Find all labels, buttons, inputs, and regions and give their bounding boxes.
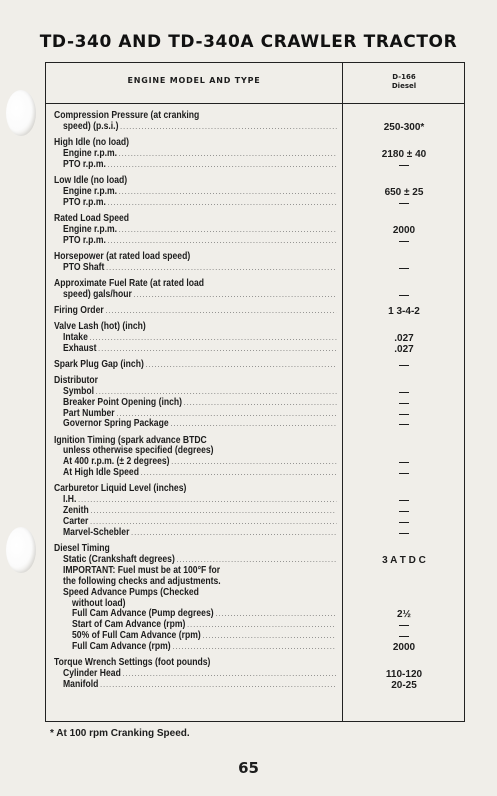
table-row [54,251,336,262]
row-label: Start of Cam Advance (rpm) [72,619,186,631]
row-label: Engine r.p.m. [63,147,118,159]
row-value: 2000 [392,642,416,654]
row-value: 650 ± 25 [384,186,424,198]
table-row [72,619,336,630]
dot-leader [78,494,336,505]
table-row [54,321,336,332]
table-row [63,668,336,679]
table-row [63,343,336,354]
row-label: unless otherwise specified (degrees) [63,445,214,457]
row-value: — [399,620,409,632]
dot-leader [131,527,336,538]
row-value: — [399,235,409,247]
dot-leader [90,332,336,343]
table-row [63,467,336,478]
table-row [63,516,336,527]
row-value: — [399,197,409,209]
row-label: Engine r.p.m. [63,185,118,197]
table-row [63,235,336,246]
row-value: — [399,527,409,539]
dot-leader [215,608,336,619]
table-row [63,262,336,273]
binder-hole-top [6,90,36,136]
table-row [63,456,336,467]
row-label: I.H. [63,494,77,506]
row-label: Marvel-Schebler [63,526,130,538]
row-label: Rated Load Speed [54,212,130,224]
row-label: Firing Order [54,304,104,316]
dot-leader [141,467,336,478]
dot-leader [171,456,336,467]
table-row [63,527,336,538]
dot-leader [170,418,336,429]
row-value: — [399,457,409,469]
row-label: Intake [63,331,88,343]
table-header [46,63,464,104]
header-model: D-166 [392,73,416,81]
column-header-engine-model: ENGINE MODEL AND TYPE [127,76,261,85]
row-label: Carburetor Liquid Level (inches) [54,483,187,495]
dot-leader [100,679,336,690]
table-row [54,110,336,121]
row-value: — [399,289,409,301]
dot-leader [108,197,336,208]
row-label: PTO r.p.m. [63,234,106,246]
row-label: Carter [63,516,89,527]
table-row [63,159,336,170]
table-row [63,679,336,690]
row-label: without load) [72,597,126,609]
row-label: Static (Crankshaft degrees) [63,553,175,565]
row-label: Distributor [54,374,98,386]
table-row [63,445,336,456]
row-label: Valve Lash (hot) (inch) [54,320,146,332]
row-label: Ignition Timing (spark advance BTDC [54,434,207,446]
row-label: PTO r.p.m. [63,196,106,208]
dot-leader [120,121,336,132]
row-label: PTO Shaft [63,261,105,273]
row-label: Horsepower (at rated load speed) [54,250,191,262]
row-value: — [399,262,409,274]
row-value: 110-120 [385,669,423,681]
row-label: speed) (p.s.i.) [63,120,119,132]
row-label: Diesel Timing [54,543,110,554]
dot-leader [116,408,336,419]
dot-leader [187,619,336,630]
row-value: — [399,359,409,371]
dot-leader [108,159,336,170]
row-label: speed) gals/hour [63,288,132,300]
dot-leader [119,148,336,159]
row-label: Speed Advance Pumps (Checked [63,586,199,598]
table-row [63,505,336,516]
table-row [54,435,336,446]
dot-leader [177,554,336,565]
row-label: Full Cam Advance (Pump degrees) [72,608,214,620]
table-row [63,408,336,419]
row-label: Breaker Point Opening (inch) [63,396,182,408]
table-row [72,641,336,652]
row-label: Compression Pressure (at cranking [54,110,200,121]
row-value: — [399,397,409,409]
table-row [63,224,336,235]
dot-leader [106,262,336,273]
row-label: Torque Wrench Settings (foot pounds) [54,657,211,669]
table-row [63,332,336,343]
dot-leader [90,516,336,527]
table-row [63,494,336,505]
page-number: 65 [238,759,259,777]
table-row [63,121,336,132]
table-row [63,576,336,587]
table-row [63,289,336,300]
row-label: PTO r.p.m. [63,158,106,170]
dot-leader [105,305,336,316]
dot-leader [119,186,336,197]
header-fuel-type: Diesel [391,82,417,90]
row-label: the following checks and adjustments. [63,575,221,587]
dot-leader [91,505,337,516]
dot-leader [98,343,336,354]
table-row [54,305,336,316]
row-label: Engine r.p.m. [63,223,118,235]
row-label: Symbol [63,385,95,397]
row-value: — [399,468,409,480]
dot-leader [146,359,337,370]
binder-hole-bottom [6,527,36,573]
row-label: Zenith [63,505,89,517]
table-row [63,148,336,159]
row-label: At 400 r.p.m. (± 2 degrees) [63,456,170,468]
table-row [63,554,336,565]
dot-leader [108,235,336,246]
row-label: Manifold [63,679,99,690]
table-row [54,657,336,668]
row-value: 3 A T D C [382,554,426,566]
table-row [54,375,336,386]
row-value: — [399,631,409,643]
dot-leader [123,668,336,679]
row-label: Low Idle (no load) [54,174,128,186]
table-row [54,278,336,289]
table-row [72,630,336,641]
dot-leader [202,630,336,641]
row-value: — [399,506,409,518]
row-value: 250-300* [383,121,425,133]
row-value: — [399,386,409,398]
column-header-d166 [342,73,466,91]
dot-leader [134,289,337,300]
table-row [63,565,336,576]
row-value: 1 3-4-2 [388,305,420,317]
row-label: 50% of Full Cam Advance (rpm) [72,630,201,642]
row-label: Governor Spring Package [63,418,169,430]
spec-table [45,62,465,722]
row-label: Part Number [63,407,115,419]
row-label: Cylinder Head [63,668,121,680]
table-row [72,598,336,609]
table-row [54,483,336,494]
row-value: — [399,419,409,431]
row-value: 2½ [397,609,411,621]
page-title: TD-340 AND TD-340A CRAWLER TRACTOR [39,32,458,52]
row-value: — [399,495,409,507]
dot-leader [119,224,336,235]
table-row [63,386,336,397]
table-row [63,418,336,429]
row-value: — [399,159,409,171]
table-row [63,186,336,197]
table-row [54,359,336,370]
row-label: At High Idle Speed [63,467,139,479]
row-label: Approximate Fuel Rate (at rated load [54,277,205,289]
table-row [63,587,336,598]
row-value: — [399,517,409,528]
table-row [54,137,336,148]
dot-leader [172,641,336,652]
row-label: Spark Plug Gap (inch) [54,358,144,370]
row-value: 20-25 [391,680,417,691]
row-value: 2180 ± 40 [381,148,427,160]
table-row [63,197,336,208]
row-label: Full Cam Advance (rpm) [72,641,171,653]
row-value: .027 [394,332,414,344]
row-value: .027 [394,343,414,355]
table-row [54,175,336,186]
row-value: — [399,408,409,420]
dot-leader [96,386,336,397]
row-label: IMPORTANT: Fuel must be at 100°F for [63,564,221,576]
footnote: * At 100 rpm Cranking Speed. [50,728,190,739]
row-label: Exhaust [63,342,97,354]
table-row [54,543,336,554]
table-row [63,397,336,408]
row-value: 2000 [392,224,416,236]
table-row [72,608,336,619]
table-row [54,213,336,224]
dot-leader [184,397,336,408]
row-label: High Idle (no load) [54,137,130,148]
